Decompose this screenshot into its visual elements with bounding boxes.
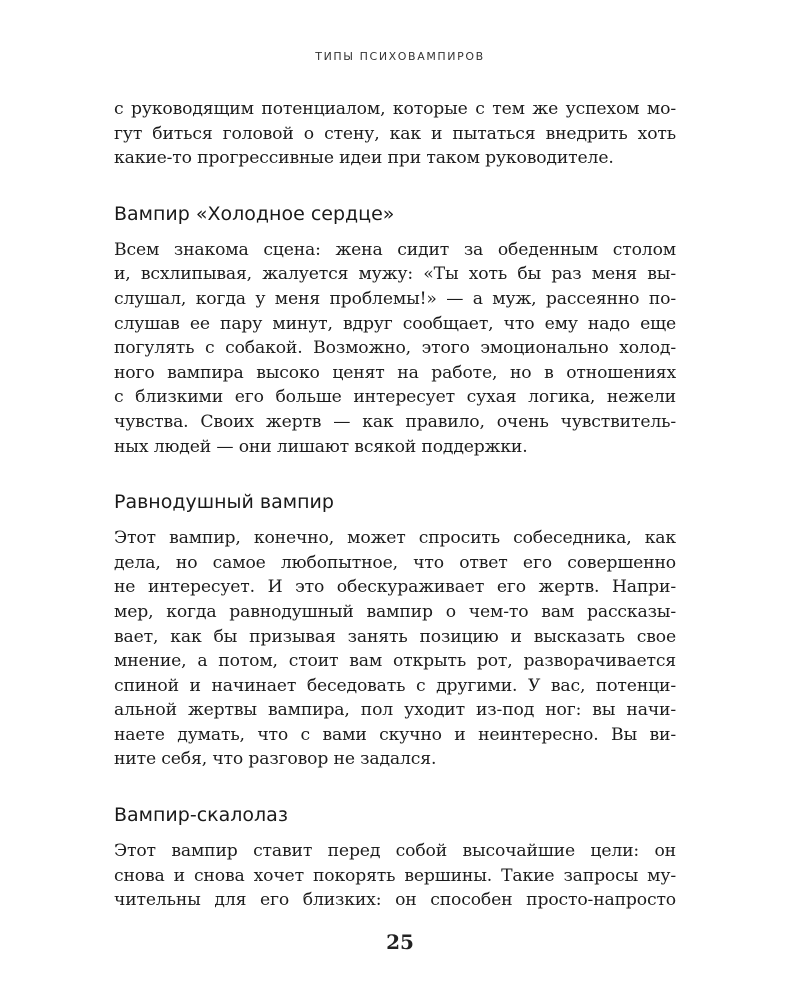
text-line: слушал, когда у меня проблемы!» — а муж, рассеянно по- [114,288,676,309]
page-body [114,97,676,913]
text-line: дела, но самое любопытное, что ответ его совершенно [114,552,676,573]
text-line: гут биться головой о стену, как и пытаться внедрить хоть [114,123,676,144]
section-heading-cold-heart: Вампир «Холодное сердце» [114,202,395,225]
page-number: 25 [386,930,414,954]
text-line: чувства. Своих жертв — как правило, очень чувствитель- [114,411,676,432]
text-line: мнение, а потом, стоит вам открыть рот, разворачивается [114,651,676,672]
text-line: Всем знакома сцена: жена сидит за обеденным столом [114,239,676,260]
text-line: не интересует. И это обескураживает его жертв. Напри- [114,577,676,598]
text-line: с близкими его больше интересует сухая логика, нежели [114,387,676,408]
text-line: мер, когда равнодушный вампир о чем-то вам рассказы- [114,601,676,622]
text-line: вает, как бы призывая занять позицию и высказать свое [114,626,676,647]
text-line: Этот вампир, конечно, может спросить собеседника, как [114,528,676,549]
section-paragraph-cold-heart [114,238,676,459]
text-line: и, всхлипывая, жалуется мужу: «Ты хоть бы раз меня вы- [114,264,676,285]
text-line: слушав ее пару минут, вдруг сообщает, что ему надо еще [114,313,676,334]
text-line: погулять с собакой. Возможно, этого эмоционально холод- [114,338,676,359]
text-line: наете думать, что с вами скучно и неинтересно. Вы ви- [114,724,676,745]
text-line: ных людей — они лишают всякой поддержки. [114,436,528,457]
running-head: ТИПЫ ПСИХОВАМПИРОВ [315,50,485,63]
intro-paragraph [114,97,676,171]
section-heading-indifferent: Равнодушный вампир [114,491,334,514]
text-line: чительны для его близких: он способен просто-напросто [114,890,676,911]
text-line: Этот вампир ставит перед собой высочайшие цели: он [114,841,676,862]
text-line: спиной и начинает беседовать с другими. У вас, потенци- [114,675,676,696]
section-paragraph-indifferent [114,526,676,772]
text-line: ного вампира высоко ценят на работе, но в отношениях [114,362,676,383]
section-heading-climber: Вампир-скалолаз [114,804,288,827]
text-line: ните себя, что разговор не задался. [114,749,437,770]
text-line: с руководящим потенциалом, которые с тем же успехом мо- [114,99,676,119]
text-line: какие-то прогрессивные идеи при таком руководителе. [114,148,614,169]
text-line: альной жертвы вампира, пол уходит из-под ног: вы начи- [114,700,676,721]
text-line: снова и снова хочет покорять вершины. Такие запросы му- [114,865,676,886]
section-paragraph-climber [114,839,676,913]
